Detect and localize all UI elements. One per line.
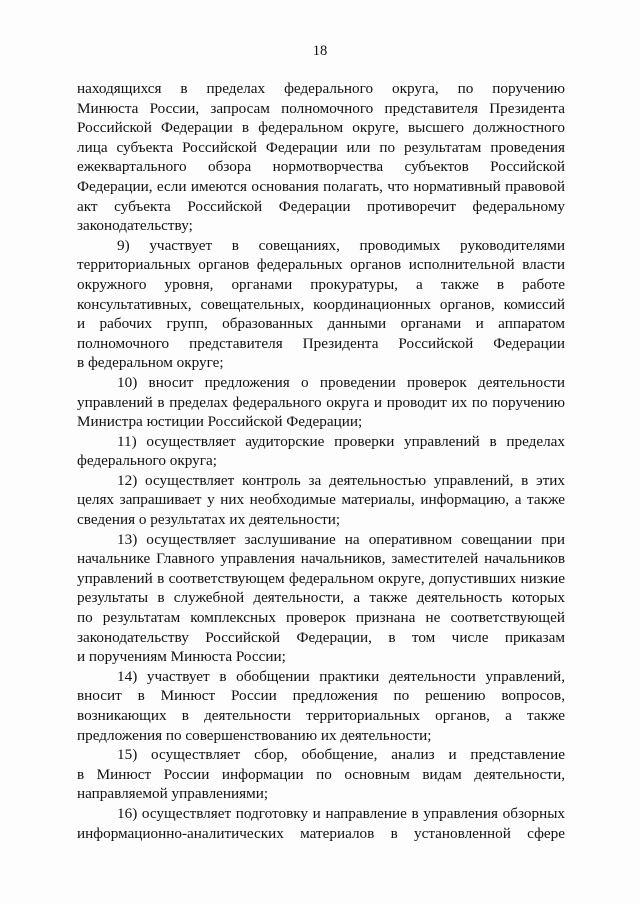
text-line: в Минюст России информации по основным видам деятельности, <box>77 765 565 783</box>
text-line: акт субъекта Российской Федерации противоречит федеральному <box>77 197 565 215</box>
paragraph <box>77 745 565 804</box>
text-line: и поручениям Минюста России; <box>77 648 286 666</box>
paragraph <box>77 432 565 471</box>
paragraph <box>77 804 565 843</box>
text-line: и рабочих групп, образованных данными органами и аппаратом <box>77 315 565 333</box>
paragraph <box>77 373 565 432</box>
text-line: полномочного представителя Президента Российской Федерации <box>77 334 565 352</box>
text-line: результаты в служебной деятельности, а также деятельность которых <box>77 589 565 607</box>
text-line: управлений в соответствующем федеральном округе, допустивших низкие <box>77 569 565 587</box>
paragraph <box>77 667 565 745</box>
text-line: целях запрашивает у них необходимые материалы, информацию, а также <box>77 491 565 509</box>
text-line: Российской Федерации в федеральном округе, высшего должностного <box>77 119 565 137</box>
paragraph <box>77 471 565 530</box>
text-line: законодательству Российской Федерации, в том числе приказам <box>77 628 565 646</box>
text-line: 16) осуществляет подготовку и направление в управления обзорных <box>117 804 565 822</box>
text-line: возникающих в деятельности территориальных органов, а также <box>77 707 565 724</box>
text-line: территориальных органов федеральных органов исполнительной власти <box>77 256 565 274</box>
text-line: предложения по совершенствованию их деятельности; <box>77 726 432 744</box>
text-line: 10) вносит предложения о проведении проверок деятельности <box>117 373 565 391</box>
text-line: 13) осуществляет заслушивание на оперативном совещании при <box>117 530 565 548</box>
text-line: федерального округа; <box>77 452 217 470</box>
text-line: ежеквартального обзора нормотворчества субъектов Российской <box>77 158 565 176</box>
text-line: Федерации, если имеются основания полагать, что нормативный правовой <box>77 177 565 195</box>
text-line: 15) осуществляет сбор, обобщение, анализ и представление <box>117 746 565 764</box>
text-line: 9) участвует в совещаниях, проводимых руководителями <box>117 236 565 254</box>
text-line: 14) участвует в обобщении практики деятельности управлений, <box>117 667 565 685</box>
document-body <box>77 79 565 843</box>
text-line: вносит в Минюст России предложения по решению вопросов, <box>77 687 565 705</box>
text-line: находящихся в пределах федерального округа, по поручению <box>77 80 565 97</box>
text-line: Министра юстиции Российской Федерации; <box>77 413 363 431</box>
text-line: сведения о результатах их деятельности; <box>77 511 341 529</box>
text-line: 12) осуществляет контроль за деятельностью управлений, в этих <box>117 471 565 489</box>
paragraph <box>77 79 565 236</box>
text-line: лица субъекта Российской Федерации или по результатам проведения <box>77 138 565 156</box>
text-line: 11) осуществляет аудиторские проверки управлений в пределах <box>117 432 565 450</box>
page-number: 18 <box>312 43 328 59</box>
text-line: начальнике Главного управления начальников, заместителей начальников <box>77 550 565 568</box>
text-line: законодательству; <box>77 217 193 235</box>
text-line: окружного уровня, органами прокуратуры, а также в работе <box>77 275 565 293</box>
text-line: в федеральном округе; <box>77 354 224 372</box>
text-line: по результатам комплексных проверок признана не соответствующей <box>77 609 565 627</box>
text-line: информационно-аналитических материалов в установленной сфере <box>77 824 565 842</box>
text-line: Минюста России, запросам полномочного представителя Президента <box>77 99 565 117</box>
paragraph <box>77 530 565 667</box>
paragraph <box>77 236 565 373</box>
text-line: управлений в пределах федерального округа и проводит их по поручению <box>77 393 565 411</box>
text-line: направляемой управлениями; <box>77 785 269 803</box>
text-line: консультативных, совещательных, координационных органов, комиссий <box>77 295 565 313</box>
